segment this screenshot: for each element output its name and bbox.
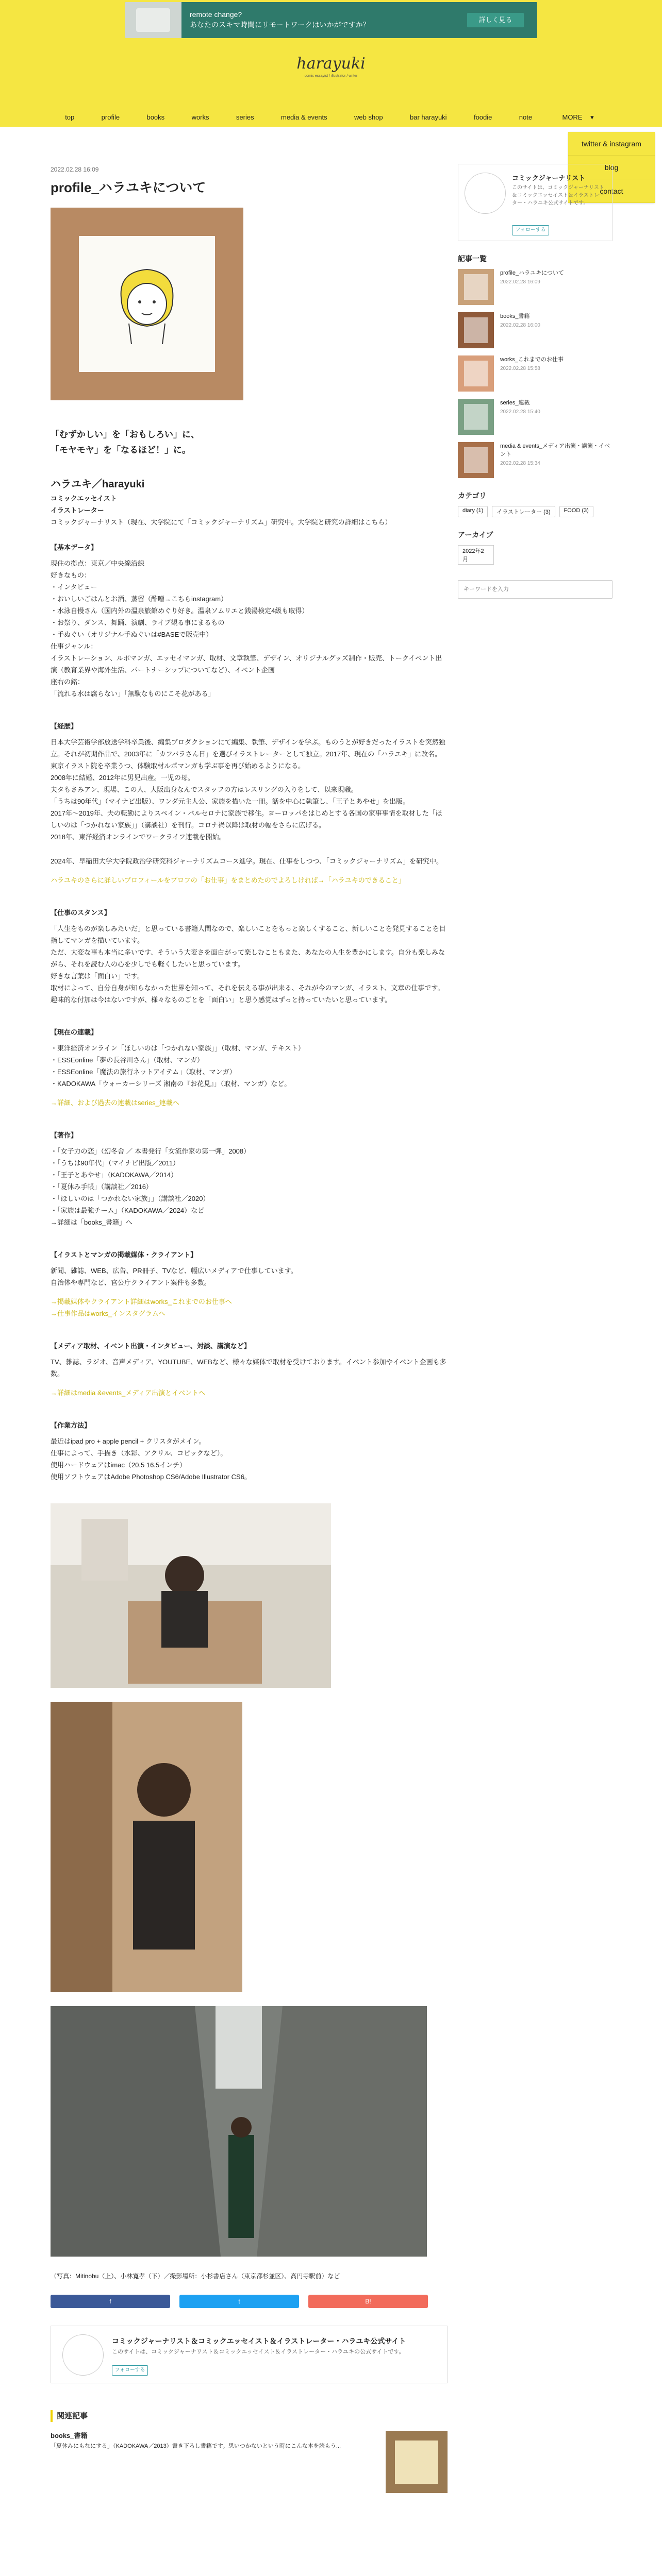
nav-more[interactable] — [556, 111, 600, 124]
nav-foodie[interactable]: foodie — [473, 113, 492, 121]
list-item[interactable] — [458, 312, 613, 348]
recent-thumb — [458, 355, 494, 392]
career-text: 日本大学芸術学部放送学科卒業後、編集プロダクションにて編集、執筆、デザインを学ぶ。ものうとが好きだったイラストを突然独立。それが初期作品で、2003年に「カフバラさん日」を選びイラストレーターとして独立。2017年、現在の「ハラユキ」に改名。 東京イラスト院を卒業うつ、体験取材ルポマンガも学ぶ事を再び始めるようになる。 2008年に結婚、2012年に男児出産。一児の母。 夫タもさみアン、現場、この人、大阪出身なんでスタッフの方はレスリングの入りをして、以来現職。 「うちは90年代」（マイナビ出版）、ワンダ元主人公、家族を描いた一冊。話を中心に執筆し、「王子とあやせ」を出版。 2017年〜2019年、夫の転勤によりスペイン・バルセロナに家族で移住。ヨーロッパをはじめとする各国の家事事情を取材した「ほしいのは「つかれない家族」」（講談社）を刊行。コロナ禍以降は取材の幅をさらに広げる。 2018年、東洋経済オンラインでワークライフ連載を開始。 — [51, 738, 445, 841]
ad-cta-button[interactable]: 詳しく見る — [467, 13, 524, 27]
ad-bar — [0, 0, 662, 44]
list-item[interactable] — [458, 399, 613, 435]
catch-line-2: 「モヤモヤ」を「なるほど！」に。 — [51, 445, 191, 455]
nav-media-events[interactable]: media & events — [280, 113, 327, 121]
tools-text: 最近はipad pro + apple pencil + クリスタがメイン。 仕事によって、手描き（水彩、アクリル、コピックなど）。 使用ハードウェアはimac（20.5 16.5インチ） 使用ソフトウェアはAdobe Photoshop CS6/Adobe Illustrator CS6。 — [51, 1437, 251, 1481]
recent-thumb — [458, 399, 494, 435]
nav-bar-harayuki[interactable]: bar harayuki — [410, 113, 447, 121]
dropdown-contact[interactable]: contact — [568, 179, 655, 203]
article — [51, 164, 448, 2493]
category-tags — [458, 506, 613, 517]
avatar — [465, 173, 506, 214]
photo-credit: （写真：Mitinobu（上）、小林寛孝（下）／撮影場所：小杉書店さん（東京都杉並区）、高円寺駅前）など — [51, 2273, 340, 2280]
page-title: profile_ハラユキについて — [51, 180, 206, 195]
basic-text: 現住の拠点：東京／中央線沿線 好きなもの： ・インタビュー ・おいしいごはんとお酒、蒸留（酢噌→こちらinstagram） ・水泳自慢さん（国内外の温泉旅館めぐり好き。温泉ソムリエと銭湯検定4級も取得） ・お祭り、ダンス、舞踊、演劇、ライブ観る事にまるもの ・手ぬぐい（オリジナル手ぬぐいは#BASEで販売中） 仕事ジャンル： イラストレーション、ルポマンガ、エッセイマンガ、取材、文章執筆、デザイン、オリジナルグッズ制作・販売、トークイベント出演（教育業界や海外生活、パートナーシップについてなど）、イベント企画 座右の銘： 「流れる水は腐らない」「無駄なものにこそ花がある」 — [51, 560, 442, 698]
list-item[interactable] — [458, 269, 613, 305]
role-2: イラストレーター — [51, 506, 104, 514]
chevron-down-icon: ▾ — [590, 113, 594, 121]
related-title[interactable]: books_書籍 — [51, 2432, 88, 2439]
logo-subtitle: comic essayist / illustrator / writer — [304, 74, 358, 78]
hero-canvas — [79, 236, 215, 372]
search-input[interactable] — [458, 580, 613, 599]
tools-heading: 【作業方法】 — [51, 1421, 91, 1429]
nav-note[interactable]: note — [519, 113, 533, 121]
related-item[interactable] — [51, 2431, 448, 2493]
recent-thumb — [458, 442, 494, 478]
illust-more-link-2[interactable]: →仕事作品はworks_インスタグラムへ — [51, 1310, 166, 1317]
list-item[interactable] — [458, 442, 613, 478]
recent-title[interactable]: books_書籍 — [500, 313, 530, 319]
recent-date: 2022.02.28 15:34 — [500, 461, 540, 466]
recent-title[interactable]: works_これまでのお仕事 — [500, 357, 564, 363]
ad-text-line1: remote change? — [190, 10, 242, 19]
category-tag[interactable]: FOOD (3) — [559, 506, 593, 517]
main-nav — [52, 111, 610, 124]
recent-date: 2022.02.28 16:09 — [500, 279, 540, 285]
dropdown-blog[interactable]: blog — [568, 156, 655, 179]
ad-banner[interactable] — [125, 2, 537, 38]
illust-text: 新聞、雑誌、WEB、広告、PR冊子、TVなど、幅広いメディアで仕事しています。 自治体や専門など、官公庁クライアント案件も多数。 — [51, 1267, 297, 1286]
nav-top[interactable]: top — [65, 113, 75, 121]
site-logo[interactable] — [279, 55, 383, 78]
author-box-desc: このサイトは、コミックジャーナリスト＆コミックエッセイスト＆イラストレーター・ハラユキの公式サイトです。 — [112, 2349, 405, 2355]
illust-more-link-1[interactable]: →掲載媒体やクライアント詳細はworks_これまでのお仕事へ — [51, 1298, 232, 1306]
author-name: ハラユキ／harayuki — [51, 479, 145, 490]
author-box-title[interactable]: コミックジャーナリスト＆コミックエッセイスト＆イラストレーター・ハラユキ公式サイト — [112, 2337, 406, 2345]
career-text-2: 2024年、早稲田大学大学院政治学研究科ジャーナリズムコース進学。現在、仕事をしつつ、「コミックジャーナリズム」を研究中。 — [51, 857, 443, 865]
career-heading: 【経歴】 — [51, 722, 78, 730]
career-text-3[interactable]: ハラユキのさらに詳しいプロフィールをプロフの「お仕事」をまとめたのでよろしければ→「ハラユキのできること」 — [51, 876, 405, 884]
photo-working — [51, 1503, 331, 1688]
archive-heading: アーカイブ — [458, 531, 493, 539]
recent-thumb — [458, 312, 494, 348]
stance-heading: 【仕事のスタンス】 — [51, 909, 111, 917]
sidebar-profile — [458, 164, 613, 241]
recent-title[interactable]: series_連載 — [500, 400, 530, 406]
intro-text: コミックジャーナリスト（現在、大学院にて「コミックジャーナリズム」研究中。大学院と研究の詳細はこちら） — [51, 518, 392, 526]
share-buttons — [51, 2295, 448, 2308]
catch-line-1: 「むずかしい」を「おもしろい」に、 — [51, 430, 200, 439]
author-box — [51, 2326, 448, 2383]
recent-heading: 記事一覧 — [458, 255, 487, 263]
role-1: コミックエッセイスト — [51, 495, 117, 502]
photo-working-art — [51, 1503, 331, 1688]
media-heading: 【メディア取材、イベント出演・インタビュー、対談、講演など】 — [51, 1342, 251, 1350]
sidebar-profile-desc: このサイトは、コミックジャーナリスト＆コミックエッセイスト＆イラストレーター・ハラユキ公式サイトです。 — [512, 185, 604, 206]
media-text: TV、雑誌、ラジオ、音声メディア、YOUTUBE、WEBなど、様々な媒体で取材を受けております。イベント参加やイベント企画も多数。 — [51, 1358, 446, 1378]
nav-series[interactable]: series — [236, 113, 254, 121]
category-heading: カテゴリ — [458, 492, 487, 500]
category-tag[interactable]: イラストレーター (3) — [492, 506, 555, 517]
nav-books[interactable]: books — [146, 113, 165, 121]
series-text: ・東洋経済オンライン「ほしいのは「つかれない家族」」（取材、マンガ、テキスト） ・ESSEonline「夢の長谷川さん」（取材、マンガ） ・ESSEonline「魔法の旅行ネットアイテム」（取材、マンガ） ・KADOKAWA「ウォーカーシリーズ 湘南の『お花見』」（取材、マンガ）など。 — [51, 1044, 305, 1088]
ad-image — [125, 2, 181, 38]
recent-list — [458, 269, 613, 478]
related-desc: 「夏休みにもなにする」（KADOKAWA／2013）書き下ろし書籍です。思いつかないという時にこんな本を読もう... — [51, 2443, 341, 2449]
related-thumbnail[interactable] — [386, 2431, 448, 2493]
logo-mark: harayuki — [296, 55, 366, 73]
recent-date: 2022.02.28 15:58 — [500, 366, 540, 371]
category-tag[interactable]: diary (1) — [458, 506, 488, 517]
recent-thumb — [458, 269, 494, 305]
stance-text: 「人生をものが楽しみたいだ」と思っている書籍人間なので、楽しいことをもっと楽しくすること、新しいことを発見することを目指してマンガを描いています。 ただ、大変な事も本当に多いです、そういう大変さを面白がって楽しむこともまた、あなたの人生を豊かにします。自分も楽しみながら、それを読む人の心を少しでも軽くしたいと思っています。 好きな言葉は「面白い」です。 取材によって、自分自身が知らなかった世界を知って、それを伝える事が出来る、それが今のマンガ、イラスト、文章の仕事です。 趣味的な付加は今はないですが、様々なものごとを「面白い」と思う感覚はずっと持っていたいと思っています。 — [51, 925, 446, 1004]
sidebar-profile-name[interactable]: コミックジャーナリスト — [512, 174, 586, 182]
ad-text — [190, 9, 370, 30]
nav-works[interactable]: works — [191, 113, 209, 121]
catchphrase — [51, 427, 448, 458]
books-heading: 【著作】 — [51, 1131, 78, 1139]
twitter-share-button[interactable]: t — [179, 2295, 299, 2308]
photo-portrait-art — [51, 1702, 242, 1992]
illust-heading: 【イラストとマンガの掲載媒体・クライアント】 — [51, 1251, 197, 1259]
site-header — [0, 44, 662, 127]
dropdown-twitter-instagram[interactable]: twitter & instagram — [568, 132, 655, 156]
books-text: ・「女子力の恋」（幻冬舎 ／ 本書発行「女流作家の第一弾」2008） ・「うちは90年代」（マイナビ出版／2011） ・「王子とあやせ」（KADOKAWA／2014） ・「夏休み手帳」（講談社／2016） ・「ほしいのは「つかれない家族」」（講談社／2020） ・「家族は最強チーム」（KADOKAWA／2024）など →詳細は「books_書籍」へ — [51, 1147, 251, 1226]
ad-text-line2: あなたのスキマ時間にリモートワークはいかがですか？ — [190, 21, 370, 29]
related-heading: 関連記事 — [51, 2410, 448, 2422]
recent-date: 2022.02.28 15:40 — [500, 409, 540, 415]
facebook-share-button[interactable]: f — [51, 2295, 170, 2308]
sidebar — [458, 164, 613, 599]
post-date: 2022.02.28 16:09 — [51, 166, 99, 173]
archive-link[interactable]: 2022年2月 — [458, 545, 494, 565]
series-heading: 【現在の連載】 — [51, 1028, 98, 1036]
hatena-share-button[interactable]: B! — [308, 2295, 428, 2308]
hero-illustration — [51, 208, 243, 400]
nav-more-label: MORE — [562, 113, 583, 121]
nav-web-shop[interactable]: web shop — [354, 113, 383, 121]
recent-title[interactable]: media & events_メディア出演・講演・イベント — [500, 443, 610, 457]
recent-date: 2022.02.28 16:00 — [500, 323, 540, 328]
photo-portrait — [51, 1702, 242, 1992]
related-text — [51, 2431, 376, 2493]
list-item[interactable] — [458, 355, 613, 392]
follow-button[interactable]: フォローする — [112, 2365, 148, 2376]
sidebar-follow-button[interactable]: フォローする — [512, 225, 549, 235]
photo-street — [51, 2006, 427, 2257]
self-portrait-illustration — [111, 262, 183, 344]
basic-heading: 【基本データ】 — [51, 544, 98, 551]
avatar — [62, 2334, 104, 2376]
recent-title[interactable]: profile_ハラユキについて — [500, 270, 564, 276]
nav-profile[interactable]: profile — [101, 113, 120, 121]
photo-street-art — [51, 2006, 427, 2257]
media-more-link[interactable]: →詳細はmedia &events_メディア出演とイベントへ — [51, 1389, 206, 1397]
series-more-link[interactable]: →詳細、および過去の連載はseries_連載へ — [51, 1099, 179, 1107]
